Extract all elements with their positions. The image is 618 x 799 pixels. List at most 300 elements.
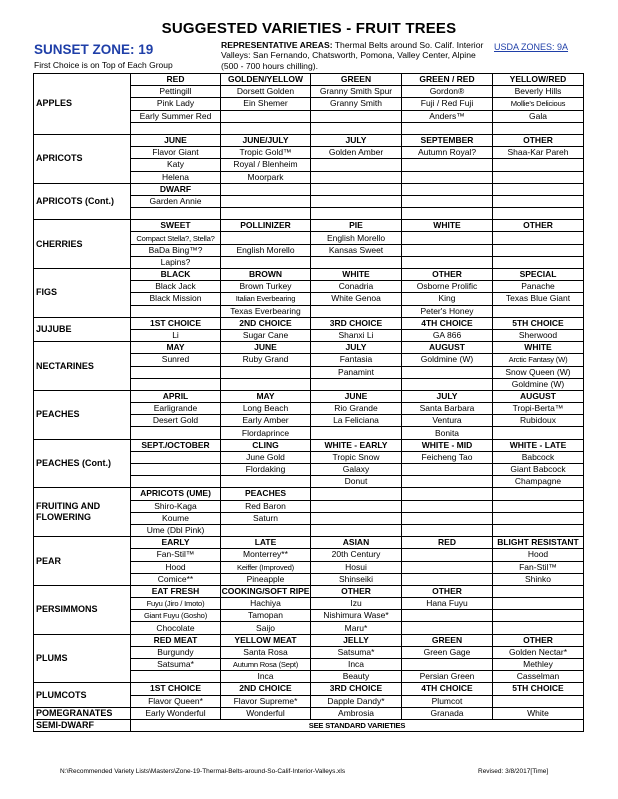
variety-cell: Pettingill — [131, 86, 221, 98]
fruit-label: PERSIMMONS — [34, 585, 131, 634]
variety-cell: Chocolate — [131, 622, 221, 634]
variety-cell — [311, 122, 402, 134]
usda-zones-link[interactable]: USDA ZONES: 9A — [494, 42, 569, 52]
column-header: JUNE — [221, 342, 311, 354]
variety-cell — [493, 244, 584, 256]
column-header: 3RD CHOICE — [311, 317, 402, 329]
variety-cell — [402, 256, 493, 268]
column-header: JELLY — [311, 634, 402, 646]
variety-cell — [221, 524, 311, 536]
variety-cell — [311, 159, 402, 171]
variety-cell — [402, 500, 493, 512]
variety-cell — [131, 366, 221, 378]
variety-cell: Ventura — [402, 415, 493, 427]
variety-cell: Flordaprince — [221, 427, 311, 439]
column-header: WHITE — [402, 220, 493, 232]
variety-cell: Fantasia — [311, 354, 402, 366]
column-header: JULY — [311, 342, 402, 354]
table-row — [34, 683, 584, 695]
fruit-label: PLUMS — [34, 634, 131, 683]
variety-cell — [493, 622, 584, 634]
column-header: YELLOW/RED — [493, 74, 584, 86]
variety-cell — [402, 378, 493, 390]
page-title: SUGGESTED VARIETIES - FRUIT TREES — [161, 20, 457, 37]
fruit-label: JUJUBE — [34, 317, 131, 341]
variety-cell — [493, 695, 584, 707]
variety-cell — [493, 122, 584, 134]
variety-cell: Texas Everbearing — [221, 305, 311, 317]
variety-cell — [493, 305, 584, 317]
variety-cell — [402, 464, 493, 476]
variety-cell: Garden Annie — [131, 195, 221, 207]
variety-cell: Fan-Stil™ — [493, 561, 584, 573]
variety-cell — [493, 159, 584, 171]
column-header — [311, 488, 402, 500]
column-header: SEE STANDARD VARIETIES — [131, 719, 584, 731]
variety-cell — [131, 451, 221, 463]
variety-cell: Monterrey** — [221, 549, 311, 561]
column-header: 3RD CHOICE — [311, 683, 402, 695]
column-header — [402, 183, 493, 195]
variety-cell: Long Beach — [221, 403, 311, 415]
variety-cell: Flavor Giant — [131, 147, 221, 159]
variety-cell: Babcock — [493, 451, 584, 463]
rep-label: REPRESENTATIVE AREAS: — [221, 40, 333, 50]
variety-cell — [493, 232, 584, 244]
variety-cell: Plumcot — [402, 695, 493, 707]
variety-cell — [493, 500, 584, 512]
variety-cell — [311, 512, 402, 524]
varieties-table — [33, 73, 584, 732]
variety-cell — [402, 659, 493, 671]
variety-cell: Early Amber — [221, 415, 311, 427]
variety-cell — [221, 110, 311, 122]
variety-cell — [402, 549, 493, 561]
table-row — [34, 183, 584, 195]
variety-cell — [402, 195, 493, 207]
variety-cell: White Genoa — [311, 293, 402, 305]
column-header: 4TH CHOICE — [402, 317, 493, 329]
variety-cell: Sunred — [131, 354, 221, 366]
variety-cell — [221, 256, 311, 268]
column-header: WHITE - LATE — [493, 439, 584, 451]
column-header: GREEN / RED — [402, 74, 493, 86]
column-header: APRIL — [131, 390, 221, 402]
variety-cell — [311, 524, 402, 536]
variety-cell: Fuyu (Jiro / Imoto) — [131, 598, 221, 610]
variety-cell: Osborne Prolific — [402, 281, 493, 293]
column-header: GREEN — [311, 74, 402, 86]
column-header: OTHER — [402, 585, 493, 597]
variety-cell: Italian Everbearing — [221, 293, 311, 305]
variety-cell: Shiro-Kaga — [131, 500, 221, 512]
variety-cell — [402, 122, 493, 134]
column-header: APRICOTS (UME) — [131, 488, 221, 500]
variety-cell: Flordaking — [221, 464, 311, 476]
variety-cell: Lapins? — [131, 256, 221, 268]
variety-cell: Satsuma* — [311, 646, 402, 658]
column-header: WHITE - EARLY — [311, 439, 402, 451]
variety-cell: Champagne — [493, 476, 584, 488]
variety-cell — [402, 561, 493, 573]
variety-cell — [311, 195, 402, 207]
variety-cell: Comice** — [131, 573, 221, 585]
variety-cell: Santa Barbara — [402, 403, 493, 415]
column-header: BROWN — [221, 269, 311, 281]
variety-cell: Golden Nectar* — [493, 646, 584, 658]
variety-cell — [131, 305, 221, 317]
variety-cell: Fuji / Red Fuji — [402, 98, 493, 110]
fruit-label: PLUMCOTS — [34, 683, 131, 707]
table-row — [34, 537, 584, 549]
variety-cell: Early Summer Red — [131, 110, 221, 122]
column-header: 2ND CHOICE — [221, 683, 311, 695]
variety-cell — [131, 476, 221, 488]
variety-cell — [311, 256, 402, 268]
variety-cell: Katy — [131, 159, 221, 171]
column-header: SEPTEMBER — [402, 134, 493, 146]
table-row — [34, 634, 584, 646]
variety-cell: Hood — [131, 561, 221, 573]
column-header: JULY — [311, 134, 402, 146]
variety-cell: Flavor Supreme* — [221, 695, 311, 707]
variety-cell — [131, 122, 221, 134]
fruit-label: SEMI-DWARF — [34, 719, 131, 731]
variety-cell: Shaa-Kar Pareh — [493, 147, 584, 159]
variety-cell — [402, 524, 493, 536]
rep-text: Thermal Belts around So. Calif. Interior Valleys: San Fernando, Chatsworth, Pomona, Valley Center, Alpine (500 - 700 hours chilling). — [221, 40, 484, 71]
variety-cell: Hosui — [311, 561, 402, 573]
variety-cell: Goldmine (W) — [493, 378, 584, 390]
fruit-label: PEACHES — [34, 390, 131, 439]
variety-cell: Inca — [221, 671, 311, 683]
variety-cell — [131, 208, 221, 220]
variety-cell: Rio Grande — [311, 403, 402, 415]
column-header: PIE — [311, 220, 402, 232]
column-header: RED MEAT — [131, 634, 221, 646]
variety-cell: Saturn — [221, 512, 311, 524]
variety-cell: Gordon® — [402, 86, 493, 98]
variety-cell — [402, 244, 493, 256]
column-header: JULY — [402, 390, 493, 402]
sunset-zone: SUNSET ZONE: 19 — [34, 42, 154, 57]
variety-cell: Early Wonderful — [131, 707, 221, 719]
variety-cell: Galaxy — [311, 464, 402, 476]
variety-cell: Methley — [493, 659, 584, 671]
variety-cell: Kansas Sweet — [311, 244, 402, 256]
column-header: OTHER — [493, 220, 584, 232]
variety-cell — [221, 232, 311, 244]
variety-cell — [402, 171, 493, 183]
variety-cell — [402, 366, 493, 378]
column-header: 5TH CHOICE — [493, 683, 584, 695]
variety-cell: Hana Fuyu — [402, 598, 493, 610]
variety-cell: Casselman — [493, 671, 584, 683]
variety-cell: Bonita — [402, 427, 493, 439]
column-header: 1ST CHOICE — [131, 317, 221, 329]
variety-cell: Nishimura Wase* — [311, 610, 402, 622]
column-header: MAY — [221, 390, 311, 402]
variety-cell: Santa Rosa — [221, 646, 311, 658]
variety-cell: Granny Smith — [311, 98, 402, 110]
column-header: 4TH CHOICE — [402, 683, 493, 695]
variety-cell: Dapple Dandy* — [311, 695, 402, 707]
column-header: JUNE — [311, 390, 402, 402]
variety-cell — [221, 366, 311, 378]
variety-cell — [402, 573, 493, 585]
variety-cell: Ein Shemer — [221, 98, 311, 110]
variety-cell: Fan-Stil™ — [131, 549, 221, 561]
variety-cell: Green Gage — [402, 646, 493, 658]
variety-cell: Flavor Queen* — [131, 695, 221, 707]
variety-cell: Mollie's Delicious — [493, 98, 584, 110]
variety-cell: Ambrosia — [311, 707, 402, 719]
variety-cell: Ruby Grand — [221, 354, 311, 366]
variety-cell — [311, 110, 402, 122]
variety-cell: English Morello — [221, 244, 311, 256]
column-header — [493, 183, 584, 195]
fruit-label: FIGS — [34, 269, 131, 318]
variety-cell: Hood — [493, 549, 584, 561]
variety-cell: Tamopan — [221, 610, 311, 622]
column-header: COOKING/SOFT RIPE — [221, 585, 310, 596]
variety-cell: Shanxi Li — [311, 329, 402, 341]
fruit-label: POMEGRANATES — [34, 707, 131, 719]
variety-cell — [131, 464, 221, 476]
column-header — [221, 183, 311, 195]
column-header: SWEET — [131, 220, 221, 232]
variety-cell: Donut — [311, 476, 402, 488]
variety-cell: Tropi-Berta™ — [493, 403, 584, 415]
variety-cell: Li — [131, 329, 221, 341]
column-header: BLACK — [131, 269, 221, 281]
column-header: OTHER — [311, 585, 402, 597]
variety-cell — [493, 512, 584, 524]
variety-cell — [493, 427, 584, 439]
column-header: WHITE — [311, 269, 402, 281]
column-header: 2ND CHOICE — [221, 317, 311, 329]
variety-cell: English Morello — [311, 232, 402, 244]
variety-cell: Gala — [493, 110, 584, 122]
variety-cell: Texas Blue Giant — [493, 293, 584, 305]
table-row — [34, 585, 584, 597]
column-header — [311, 183, 402, 195]
column-header — [493, 585, 584, 597]
column-header: EARLY — [131, 537, 221, 549]
column-header — [402, 488, 493, 500]
variety-cell: Inca — [311, 659, 402, 671]
variety-cell: Panache — [493, 281, 584, 293]
variety-cell: Sherwood — [493, 329, 584, 341]
variety-cell: Conadria — [311, 281, 402, 293]
variety-cell: GA 866 — [402, 329, 493, 341]
column-header: RED — [131, 74, 221, 86]
variety-cell: Giant Fuyu (Gosho) — [131, 610, 221, 622]
variety-cell — [493, 208, 584, 220]
variety-cell: Desert Gold — [131, 415, 221, 427]
variety-cell — [493, 610, 584, 622]
first-choice-note: First Choice is on Top of Each Group — [34, 60, 173, 70]
variety-cell: Pineapple — [221, 573, 311, 585]
variety-cell: Earligrande — [131, 403, 221, 415]
fruit-label: APRICOTS — [34, 134, 131, 183]
variety-cell: Golden Amber — [311, 147, 402, 159]
column-header: ASIAN — [311, 537, 402, 549]
variety-cell — [221, 208, 311, 220]
table-row — [34, 707, 584, 719]
variety-cell: Compact Stella?, Stella? — [131, 232, 221, 244]
variety-cell: Autumn Royal? — [402, 147, 493, 159]
column-header: YELLOW MEAT — [221, 634, 311, 646]
fruit-label: NECTARINES — [34, 342, 131, 391]
column-header: SPECIAL — [493, 269, 584, 281]
variety-cell: Shinseiki — [311, 573, 402, 585]
fruit-label: PEACHES (Cont.) — [34, 439, 131, 488]
table-row — [34, 269, 584, 281]
variety-cell: Persian Green — [402, 671, 493, 683]
variety-cell — [402, 610, 493, 622]
variety-cell: Dorsett Golden — [221, 86, 311, 98]
column-header: DWARF — [131, 183, 221, 195]
variety-cell: Tropic Snow — [311, 451, 402, 463]
variety-cell: Brown Turkey — [221, 281, 311, 293]
variety-cell — [131, 671, 221, 683]
file-path: N:\Recommended Variety Lists\Masters\Zone-19-Thermal-Belts-around-So-Calif-Interior-Valleys.xls — [60, 768, 346, 775]
variety-cell: Granada — [402, 707, 493, 719]
variety-cell — [493, 256, 584, 268]
variety-cell: Rubidoux — [493, 415, 584, 427]
column-header: LATE — [221, 537, 311, 549]
variety-cell — [402, 232, 493, 244]
variety-cell: Moorpark — [221, 171, 311, 183]
variety-cell — [311, 500, 402, 512]
variety-cell: Black Mission — [131, 293, 221, 305]
variety-cell — [131, 378, 221, 390]
table-row — [34, 719, 584, 731]
column-header: PEACHES — [221, 488, 311, 500]
variety-cell — [221, 476, 311, 488]
variety-cell — [221, 122, 311, 134]
variety-cell: Red Baron — [221, 500, 311, 512]
variety-cell — [311, 208, 402, 220]
variety-cell: La Feliciana — [311, 415, 402, 427]
variety-cell: Beverly Hills — [493, 86, 584, 98]
variety-cell — [402, 622, 493, 634]
variety-cell — [311, 305, 402, 317]
variety-cell: Maru* — [311, 622, 402, 634]
variety-cell — [221, 195, 311, 207]
variety-cell: BaDa Bing™? — [131, 244, 221, 256]
variety-cell: Granny Smith Spur — [311, 86, 402, 98]
column-header: MAY — [131, 342, 221, 354]
column-header: OTHER — [493, 134, 584, 146]
revised-date: Revised: 3/8/2017[Time] — [478, 768, 549, 775]
fruit-label: CHERRIES — [34, 220, 131, 269]
fruit-label: PEAR — [34, 537, 131, 586]
variety-cell — [493, 598, 584, 610]
table-row — [34, 439, 584, 451]
column-header: POLLINIZER — [221, 220, 311, 232]
representative-areas — [221, 40, 491, 71]
variety-cell: Pink Lady — [131, 98, 221, 110]
variety-cell: Snow Queen (W) — [493, 366, 584, 378]
column-header: 1ST CHOICE — [131, 683, 221, 695]
variety-cell — [493, 171, 584, 183]
variety-cell: Autumn Rosa (Sept) — [221, 659, 311, 671]
variety-cell — [311, 378, 402, 390]
column-header: EAT FRESH — [131, 585, 221, 597]
table-row — [34, 134, 584, 146]
column-header: WHITE — [493, 342, 584, 354]
variety-cell: June Gold — [221, 451, 311, 463]
table-row — [34, 488, 584, 500]
variety-cell: Izu — [311, 598, 402, 610]
column-header: JUNE — [131, 134, 221, 146]
variety-cell: Panamint — [311, 366, 402, 378]
variety-cell: Saijo — [221, 622, 311, 634]
variety-cell — [311, 171, 402, 183]
variety-cell: 20th Century — [311, 549, 402, 561]
variety-cell — [221, 378, 311, 390]
table-row — [34, 342, 584, 354]
variety-cell: Arctic Fantasy (W) — [493, 354, 584, 366]
variety-cell — [402, 159, 493, 171]
table-row — [34, 390, 584, 402]
variety-cell: Anders™ — [402, 110, 493, 122]
variety-cell: Keiffer (Improved) — [221, 561, 311, 573]
variety-cell: White — [493, 707, 584, 719]
column-header: SEPT./OCTOBER — [131, 439, 221, 451]
column-header: 5TH CHOICE — [493, 317, 584, 329]
variety-cell: Satsuma* — [131, 659, 221, 671]
column-header: OTHER — [493, 634, 584, 646]
fruit-label: APPLES — [34, 74, 131, 135]
variety-cell: Sugar Cane — [221, 329, 311, 341]
table-row — [34, 317, 584, 329]
variety-cell: Black Jack — [131, 281, 221, 293]
variety-cell: Goldmine (W) — [402, 354, 493, 366]
column-header — [493, 488, 584, 500]
variety-cell: Peter's Honey — [402, 305, 493, 317]
column-header: RED — [402, 537, 493, 549]
table-row — [34, 74, 584, 86]
variety-cell: Koume — [131, 512, 221, 524]
variety-cell: Ume (Dbl Pink) — [131, 524, 221, 536]
variety-cell: Tropic Gold™ — [221, 147, 311, 159]
variety-cell: Beauty — [311, 671, 402, 683]
column-header: GREEN — [402, 634, 493, 646]
column-header: CLING — [221, 439, 311, 451]
variety-cell — [402, 476, 493, 488]
table-row — [34, 220, 584, 232]
variety-cell — [402, 512, 493, 524]
variety-cell: Giant Babcock — [493, 464, 584, 476]
variety-cell — [493, 524, 584, 536]
variety-cell — [311, 427, 402, 439]
column-header: GOLDEN/YELLOW — [221, 74, 311, 86]
variety-cell: Burgundy — [131, 646, 221, 658]
variety-cell: Shinko — [493, 573, 584, 585]
variety-cell — [131, 427, 221, 439]
column-header: AUGUST — [493, 390, 584, 402]
variety-cell — [493, 195, 584, 207]
fruit-label: APRICOTS (Cont.) — [34, 183, 131, 220]
variety-cell — [402, 208, 493, 220]
column-header: WHITE - MID — [402, 439, 493, 451]
column-header: OTHER — [402, 269, 493, 281]
column-header: JUNE/JULY — [221, 134, 311, 146]
variety-cell: Feicheng Tao — [402, 451, 493, 463]
